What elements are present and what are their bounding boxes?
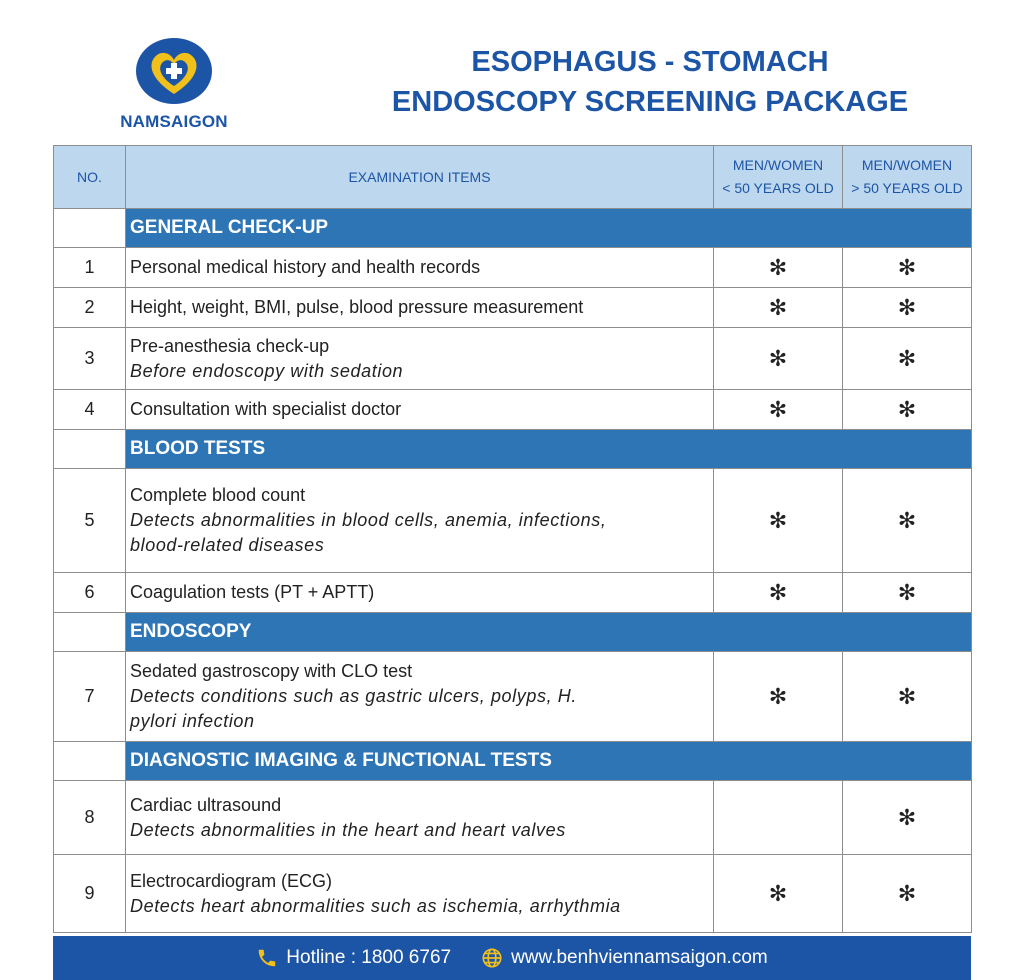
section-row (54, 430, 972, 469)
section-row (54, 209, 972, 248)
table-row (54, 781, 972, 855)
item-description: Detects heart abnormalities such as ischemia, arrhythmia (130, 895, 621, 916)
logo-heart-icon (134, 36, 214, 106)
table-row (54, 469, 972, 573)
section-title: GENERAL CHECK-UP (130, 217, 329, 238)
check-col1: ✻ (714, 390, 843, 430)
header-no: NO. (54, 146, 126, 209)
title-line-2: ENDOSCOPY SCREENING PACKAGE (391, 86, 909, 118)
check-col2: ✻ (843, 328, 972, 390)
item-description: Before endoscopy with sedation (130, 360, 404, 381)
hotline-text[interactable]: Hotline : 1800 6767 (286, 947, 452, 968)
table-row (54, 390, 972, 430)
header-col2-line1: MEN/WOMEN (861, 157, 953, 173)
header-col1 (714, 146, 843, 209)
table-header-row (54, 146, 972, 209)
check-col2: ✻ (843, 573, 972, 613)
check-col1: ✻ (714, 469, 843, 573)
row-number: 6 (54, 573, 126, 613)
header-items: EXAMINATION ITEMS (126, 146, 714, 209)
table-row (54, 855, 972, 933)
footer-bar (53, 936, 971, 980)
row-item (126, 573, 714, 613)
row-item (126, 328, 714, 390)
item-name: Pre-anesthesia check-up (130, 335, 330, 356)
row-number: 7 (54, 652, 126, 742)
item-name: Height, weight, BMI, pulse, blood pressure measurement (130, 297, 584, 317)
item-name: Sedated gastroscopy with CLO test (130, 661, 413, 681)
check-col1: ✻ (714, 573, 843, 613)
row-number: 8 (54, 781, 126, 855)
row-item (126, 652, 714, 742)
check-col1: ✻ (714, 328, 843, 390)
check-col2: ✻ (843, 781, 972, 855)
item-name: Coagulation tests (PT + APTT) (130, 582, 375, 602)
table-row (54, 328, 972, 390)
brand-name: NAMSAIGON (120, 112, 228, 131)
check-col2: ✻ (843, 288, 972, 328)
item-name: Complete blood count (130, 485, 306, 505)
globe-icon (481, 947, 503, 969)
check-col2: ✻ (843, 469, 972, 573)
item-name: Consultation with specialist doctor (130, 399, 402, 419)
row-number: 5 (54, 469, 126, 573)
section-row (54, 613, 972, 652)
table-row (54, 652, 972, 742)
check-col1: ✻ (714, 288, 843, 328)
check-col1: ✻ (714, 855, 843, 933)
check-col2: ✻ (843, 248, 972, 288)
section-row (54, 742, 972, 781)
header-col1-line1: MEN/WOMEN (732, 157, 824, 173)
page-title (330, 42, 970, 122)
logo (112, 36, 236, 132)
item-description: Detects abnormalities in blood cells, anemia, infections, blood-related diseases (130, 510, 607, 555)
row-number: 2 (54, 288, 126, 328)
row-number: 1 (54, 248, 126, 288)
check-col2: ✻ (843, 652, 972, 742)
table-row (54, 573, 972, 613)
row-item (126, 390, 714, 430)
item-name: Electrocardiogram (ECG) (130, 870, 333, 891)
row-item (126, 469, 714, 573)
website-link[interactable]: www.benhviennamsaigon.com (511, 947, 768, 968)
row-number: 3 (54, 328, 126, 390)
section-title: ENDOSCOPY (130, 621, 252, 642)
row-item (126, 288, 714, 328)
item-description: Detects abnormalities in the heart and heart valves (130, 819, 566, 840)
phone-icon (256, 947, 278, 969)
header-col2-line2: > 50 YEARS OLD (851, 180, 963, 196)
check-col2: ✻ (843, 855, 972, 933)
item-name: Cardiac ultrasound (130, 794, 282, 815)
item-name: Personal medical history and health records (130, 257, 481, 277)
check-col1: ✻ (714, 652, 843, 742)
table-row (54, 248, 972, 288)
row-number: 9 (54, 855, 126, 933)
item-description: Detects conditions such as gastric ulcers, polyps, H. pylori infection (130, 686, 577, 731)
section-title: DIAGNOSTIC IMAGING & FUNCTIONAL TESTS (130, 750, 552, 771)
header-col2 (843, 146, 972, 209)
title-line-1: ESOPHAGUS - STOMACH (471, 46, 829, 78)
row-item (126, 248, 714, 288)
check-col1 (714, 781, 843, 855)
row-number: 4 (54, 390, 126, 430)
table-row (54, 288, 972, 328)
section-title: BLOOD TESTS (130, 438, 266, 459)
check-col2: ✻ (843, 390, 972, 430)
row-item (126, 781, 714, 855)
check-col1: ✻ (714, 248, 843, 288)
header-col1-line2: < 50 YEARS OLD (722, 180, 834, 196)
package-table (53, 145, 972, 933)
row-item (126, 855, 714, 933)
